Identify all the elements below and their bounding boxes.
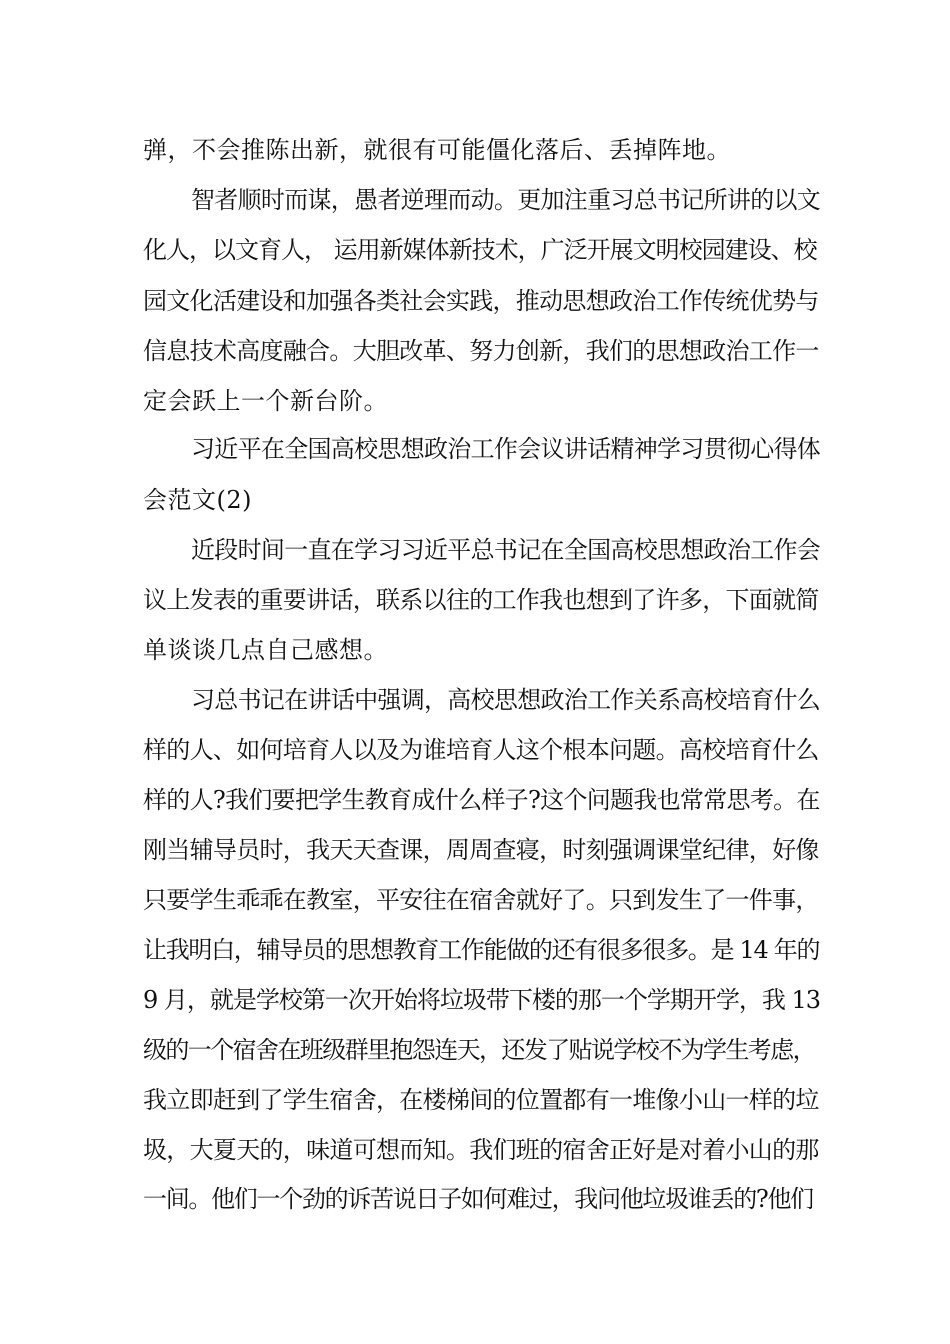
text-line: 刚当辅导员时，我天天查课，周周查寝，时刻强调课堂纪律，好像 xyxy=(143,836,819,864)
text-line: 定会跃上一个新台阶。 xyxy=(143,387,388,415)
text-line: 9 月，就是学校第一次开始将垃圾带下楼的那一个学期开学，我 13 xyxy=(143,986,821,1014)
text-line: 单谈谈几点自己感想。 xyxy=(143,636,388,664)
text-line: 一间。他们一个劲的诉苦说日子如何难过，我问他垃圾谁丢的?他们 xyxy=(143,1185,813,1213)
text-line: 样的人?我们要把学生教育成什么样子?这个问题我也常常思考。在 xyxy=(143,786,820,814)
text-line: 化人，以文育人， 运用新媒体新技术，广泛开展文明校园建设、校 xyxy=(143,236,817,264)
text-line: 让我明白，辅导员的思想教育工作能做的还有很多很多。是 14 年的 xyxy=(143,936,820,964)
text-line: 级的一个宿舍在班级群里抱怨连天，还发了贴说学校不为学生考虑， xyxy=(143,1036,815,1064)
text-line: 圾，大夏天的，味道可想而知。我们班的宿舍正好是对着小山的那 xyxy=(143,1136,819,1164)
text-line: 园文化活建设和加强各类社会实践，推动思想政治工作传统优势与 xyxy=(143,287,819,315)
text-line: 信息技术高度融合。大胆改革、努力创新，我们的思想政治工作一 xyxy=(143,337,819,365)
text-line: 样的人、如何培育人以及为谁培育人这个根本问题。高校培育什么 xyxy=(143,736,819,764)
paragraph-first-line: 智者顺时而谋，愚者逆理而动。更加注重习总书记所讲的以文 xyxy=(191,186,821,214)
section-title-line: 习近平在全国高校思想政治工作会议讲话精神学习贯彻心得体 xyxy=(191,435,821,463)
paragraph-first-line: 习总书记在讲话中强调，高校思想政治工作关系高校培育什么 xyxy=(191,686,821,714)
text-line: 议上发表的重要讲话，联系以往的工作我也想到了许多，下面就简 xyxy=(143,586,819,614)
text-line: 我立即赶到了学生宿舍，在楼梯间的位置都有一堆像小山一样的垃 xyxy=(143,1086,819,1114)
paragraph-first-line: 近段时间一直在学习习近平总书记在全国高校思想政治工作会 xyxy=(191,536,821,564)
section-title-line: 会范文(2) xyxy=(143,486,252,514)
text-line: 只要学生乖乖在教室，平安往在宿舍就好了。只到发生了一件事， xyxy=(143,886,819,914)
text-line: 弹，不会推陈出新，就很有可能僵化落后、丢掉阵地。 xyxy=(143,136,731,164)
